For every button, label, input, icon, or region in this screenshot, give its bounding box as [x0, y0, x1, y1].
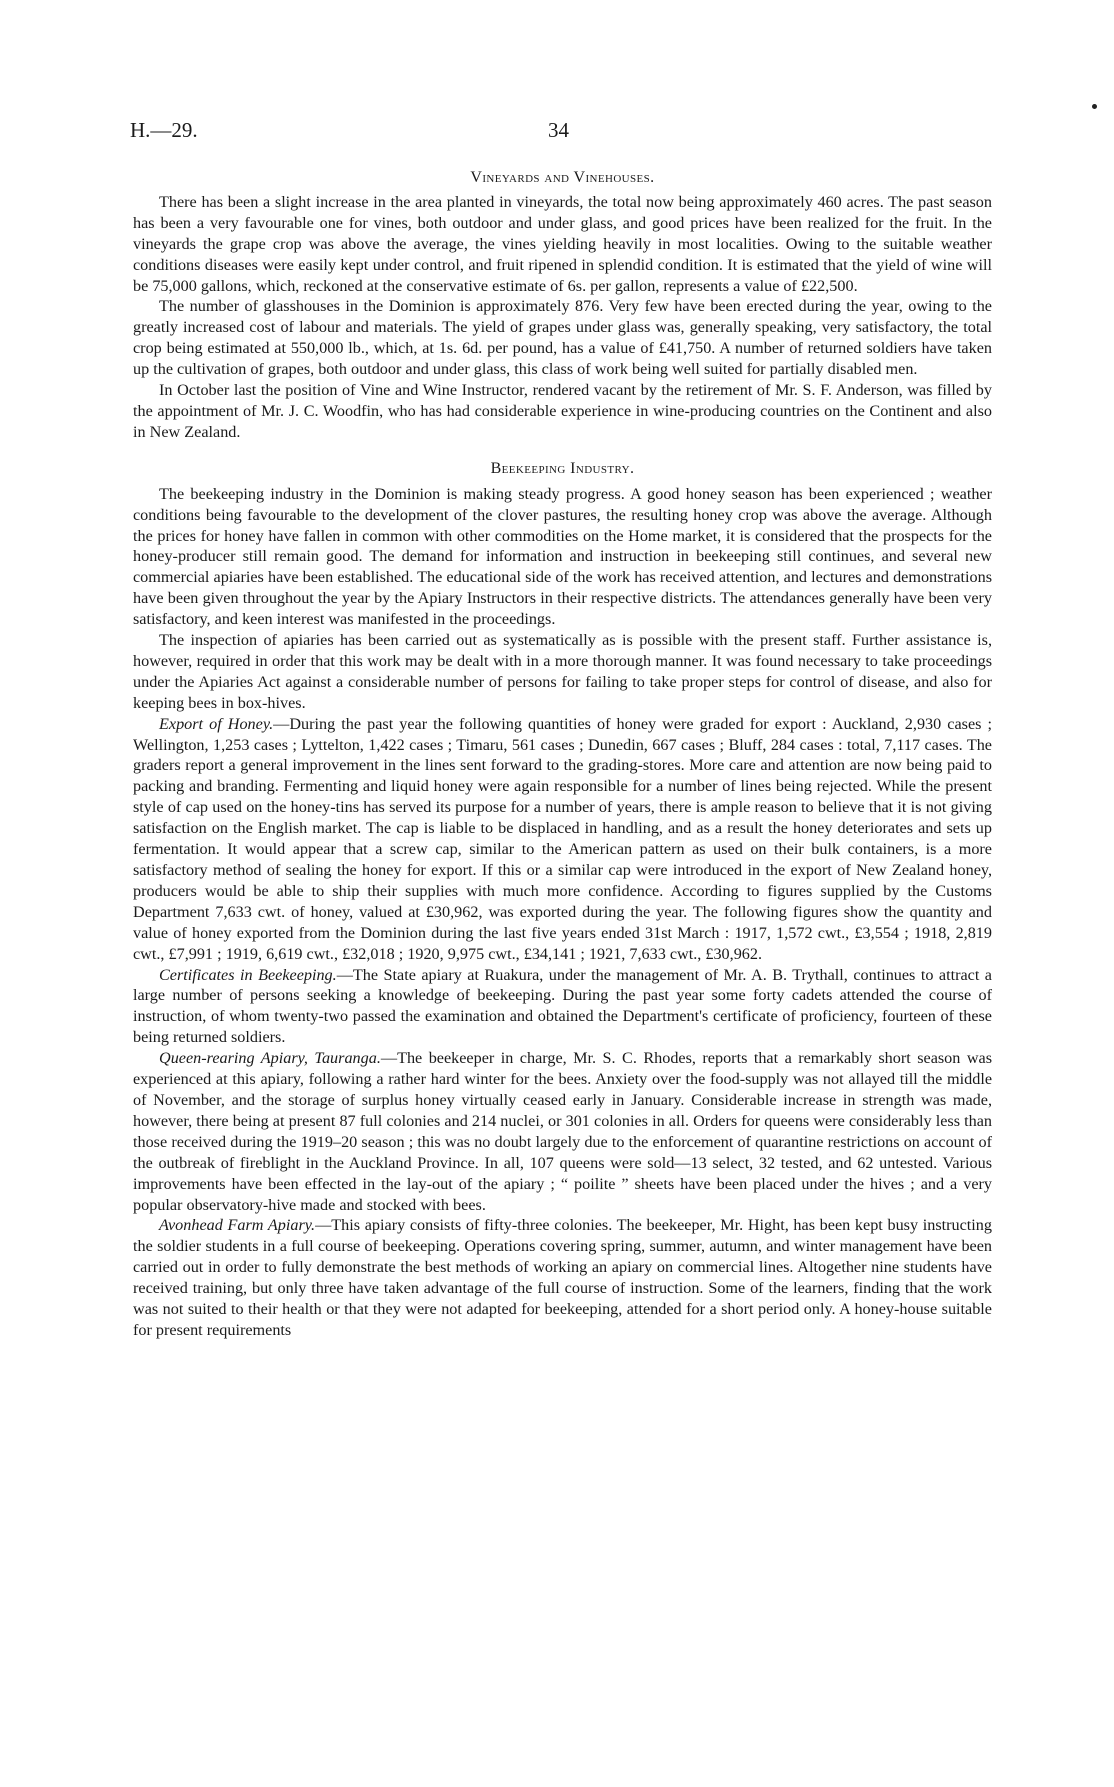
paragraph-queen-rearing: [133, 1048, 992, 1215]
paragraph-text: —During the past year the following quantities of honey were graded for export : Auckland, 2,930 cases ; Wellington, 1,253 cases ; Lyttelton, 1,422 cases ; Timaru, 561 cases ; Dunedin, 667 cases ; Bluff, 284 cases : total, 7,117 cases. The graders report a general improvement in the lines sent forward to the grading-stores. More care and attention are now being paid to packing and branding. Fermenting and liquid honey were again responsible for a number of lines being rejected. While the present style of cap used on the honey-tins has served its purpose for a number of years, there is ample reason to believe that it is not giving satisfaction on the English market. The cap is liable to be displaced in handling, and as a result the honey deteriorates and sets up fermentation. It would appear that a screw cap, similar to the American pattern as used on their bulk containers, is a more satisfactory method of sealing the honey for export. If this or a similar cap were introduced in the export of New Zealand honey, producers would be able to ship their supplies with much more confidence. According to figures supplied by the Customs Department 7,633 cwt. of honey, valued at £30,962, was exported during the year. The following figures show the quantity and value of honey exported from the Dominion during the last five years ended 31st March : 1917, 1,572 cwt., £3,554 ; 1918, 2,819 cwt., £7,991 ; 1919, 6,619 cwt., £32,018 ; 1920, 9,975 cwt., £34,141 ; 1921, 7,633 cwt., £30,962.: [133, 714, 992, 963]
margin-dot: [1092, 104, 1097, 109]
paragraph-text: —This apiary consists of fifty-three colonies. The beekeeper, Mr. Hight, has been kept busy instructing the soldier students in a full course of beekeeping. Operations covering spring, summer, autumn, and winter management have been carried out in order to fully demonstrate the best methods of working an apiary on commercial lines. Altogether nine students have received training, but only three have taken advantage of the full course of instruction. Some of the learners, finding that the work was not suited to their health or that they were not adapted for beekeeping, attended for a short period only. A honey-house suitable for present requirements: [133, 1216, 992, 1339]
subheading-queen-rearing: Queen-rearing Apiary, Tauranga.: [159, 1049, 381, 1068]
paragraph: In October last the position of Vine and Wine Instructor, rendered vacant by the retirement of Mr. S. F. Anderson, was filled by the appointment of Mr. J. C. Woodfin, who has had considerable experience in wine-producing countries on the Continent and also in New Zealand.: [133, 381, 992, 441]
subheading-certificates: Certificates in Beekeeping.: [159, 965, 337, 984]
subheading-avonhead: Avonhead Farm Apiary.: [159, 1216, 316, 1235]
page-header: [130, 118, 990, 148]
paragraph-text: —The beekeeper in charge, Mr. S. C. Rhodes, reports that a remarkably short season was experienced at this apiary, following a rather hard winter for the bees. Anxiety over the food-supply was not allayed till the middle of November, and the storage of surplus honey virtually ceased early in January. Considerable increase in strength was made, however, there being at present 87 full colonies and 214 nuclei, or 301 colonies in all. Orders for queens were considerably less than those received during the 1919–20 season ; this was no doubt largely due to the enforcement of quarantine restrictions on account of the outbreak of fireblight in the Auckland Province. In all, 107 queens were sold—13 select, 32 tested, and 62 untested. Various improvements have been effected in the lay-out of the apiary ; “ poilite ” sheets have been placed under the hives ; and a very popular observatory-hive made and stocked with bees.: [133, 1049, 993, 1214]
paragraph-text: —The State apiary at Ruakura, under the management of Mr. A. B. Trythall, continues to attract a large number of persons seeking a knowledge of beekeeping. During the past year some forty cadets attended the course of instruction, of whom twenty-two passed the examination and obtained the Department's certificate of proficiency, fourteen of these being returned soldiers.: [133, 965, 992, 1047]
document-body: [133, 168, 992, 1341]
paragraph-avonhead: [133, 1215, 992, 1340]
paragraph: The inspection of apiaries has been carried out as systematically as is possible with the present staff. Further assistance is, however, required in order that this work may be dealt with in a more thorough manner. It was found necessary to take proceedings under the Apiaries Act against a considerable number of persons for failing to take proper steps for control of disease, and also for keeping bees in box-hives.: [133, 631, 992, 712]
paragraph-export: [133, 714, 992, 965]
document-id: H.—29.: [130, 118, 198, 142]
section-heading-beekeeping: Beekeeping Industry.: [490, 459, 635, 477]
paragraph: There has been a slight increase in the area planted in vineyards, the total now being approximately 460 acres. The past season has been a very favourable one for vines, both outdoor and under glass, and good prices have been realized for the fruit. In the vineyards the grape crop was above the average, the vines yielding heavily in most localities. Owing to the suitable weather conditions diseases were easily kept under control, and fruit ripened in splendid condition. It is estimated that the yield of wine will be 75,000 gallons, which, reckoned at the conservative estimate of 6s. per gallon, represents a value of £22,500.: [133, 192, 992, 295]
paragraph: The beekeeping industry in the Dominion is making steady progress. A good honey season has been experienced ; weather conditions being favourable to the development of the clover pastures, the resulting honey crop was above the average. Although the prices for honey have fallen in common with other commodities on the Home market, it is considered that the prospects for the honey-producer still remain good. The demand for information and instruction in beekeeping still continues, and several new commercial apiaries have been established. The educational side of the work has received attention, and lectures and demonstrations have been given throughout the year by the Apiary Instructors in their respective districts. The attendances generally have been very satisfactory, and keen interest was manifested in the proceedings.: [133, 484, 992, 629]
subheading-export: Export of Honey.: [159, 714, 274, 733]
paragraph-certificates: [133, 965, 992, 1049]
page-number: 34: [548, 118, 569, 142]
section-heading-vineyards: Vineyards and Vinehouses.: [470, 169, 655, 186]
paragraph: The number of glasshouses in the Dominion is approximately 876. Very few have been erected during the year, owing to the greatly increased cost of labour and materials. The yield of grapes under glass was, generally speaking, very satisfactory, the total crop being estimated at 550,000 lb., which, at 1s. 6d. per pound, has a value of £41,750. A number of returned soldiers have taken up the cultivation of grapes, both outdoor and under glass, this class of work being well suited for partially disabled men.: [133, 297, 992, 379]
